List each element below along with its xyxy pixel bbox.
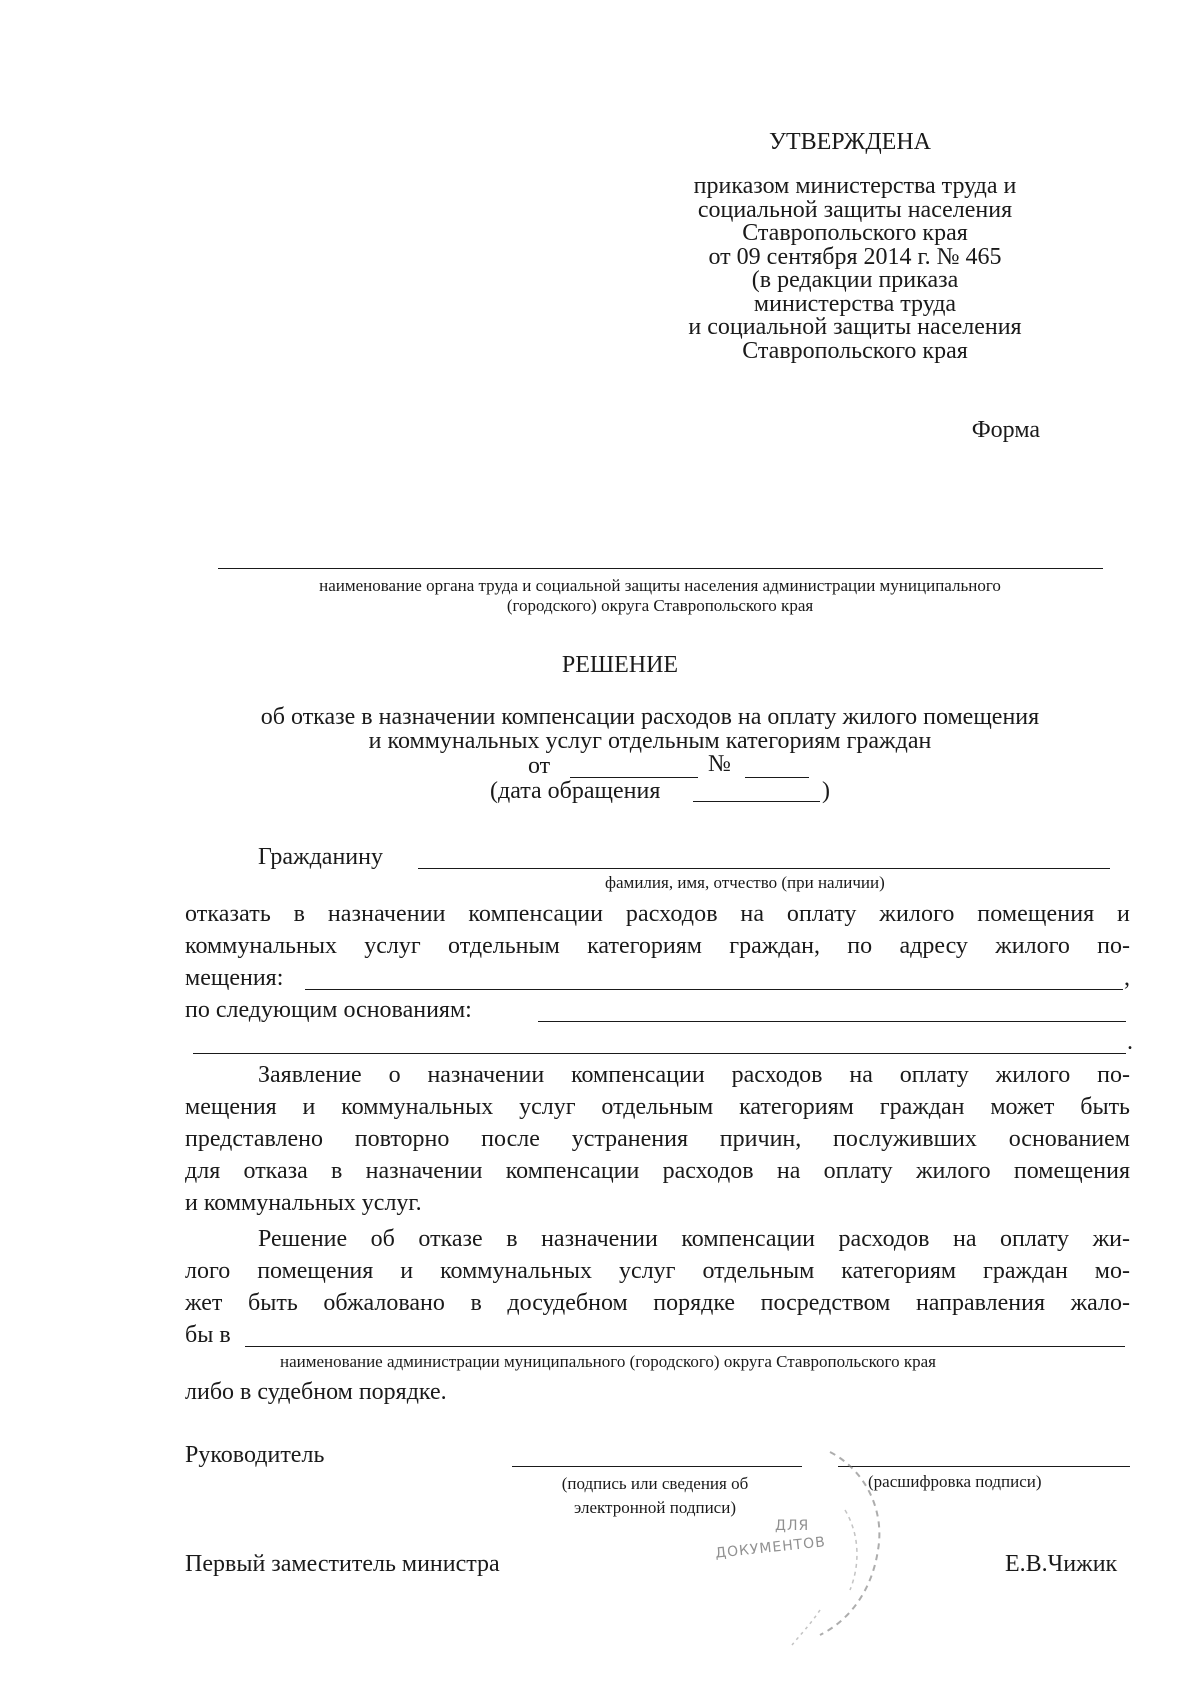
- approval-line: социальной защиты населения: [697, 196, 1013, 223]
- from-label: от: [528, 753, 551, 779]
- p1-line2: коммунальных услуг отдельным категориям граждан, по адресу жилого по-: [185, 933, 1130, 959]
- p2-line3: представлено повторно после устранения причин, послуживших основанием: [185, 1126, 1130, 1152]
- decode-caption: (расшифровка подписи): [868, 1472, 1042, 1491]
- p2-line5: и коммунальных услуг.: [185, 1190, 422, 1216]
- signature-caption-line2: электронной подписи): [574, 1498, 736, 1517]
- grounds-label: по следующим основаниям:: [185, 997, 472, 1023]
- signature-caption-line1: (подпись или сведения об: [561, 1474, 749, 1493]
- admin-caption: наименование администрации муниципального (городского) округа Ставропольского края: [280, 1352, 936, 1371]
- deputy-label: Первый заместитель министра: [185, 1551, 500, 1577]
- p1-line1: отказать в назначении компенсации расходов на оплату жилого помещения и: [185, 901, 1130, 927]
- decision-subtitle: [160, 705, 1140, 753]
- head-label: Руководитель: [185, 1442, 325, 1468]
- approval-line: и социальной защиты населения: [688, 314, 1022, 340]
- organ-caption-line1: наименование органа труда и социальной защиты населения администрации муниципального: [319, 576, 1001, 595]
- stamp-text-1: ДЛЯ: [775, 1518, 810, 1534]
- approval-line: министерства труда: [753, 290, 957, 317]
- grounds-line2: [193, 1053, 1126, 1054]
- approval-line: Ставропольского края: [742, 220, 968, 246]
- address-line: [305, 989, 1123, 990]
- form-label: Форма: [971, 417, 1040, 443]
- p1-line3-label: мещения:: [185, 965, 284, 991]
- number-label: №: [708, 751, 731, 777]
- address-comma: ,: [1124, 965, 1130, 991]
- p3-line1: Решение об отказе в назначении компенсации расходов на оплату жи-: [258, 1226, 1130, 1252]
- decision-title: РЕШЕНИЕ: [561, 652, 679, 678]
- approval-line: Ставропольского края: [742, 337, 968, 364]
- request-date-close: ): [822, 778, 830, 804]
- p3-line4-label: бы в: [185, 1322, 231, 1348]
- request-date-label: (дата обращения: [490, 778, 661, 804]
- organ-caption-line2: (городского) округа Ставропольского края: [506, 596, 814, 615]
- organ-caption: [190, 576, 1130, 616]
- decision-subtitle-line2: и коммунальных услуг отдельным категориям граждан: [368, 728, 932, 754]
- approval-title: УТВЕРЖДЕНА: [768, 129, 932, 155]
- citizen-caption: фамилия, имя, отчество (при наличии): [605, 873, 885, 892]
- deputy-name: Е.В.Чижик: [1005, 1551, 1118, 1577]
- request-date-line: [693, 801, 820, 802]
- approval-line: от 09 сентября 2014 г. № 465: [708, 243, 1002, 270]
- decision-number-line: [745, 777, 809, 778]
- p2-line4: для отказа в назначении компенсации расходов на оплату жилого помещения: [185, 1158, 1130, 1184]
- p3-line3: жет быть обжаловано в досудебном порядке посредством направления жало-: [185, 1290, 1130, 1316]
- admin-name-line: [245, 1346, 1125, 1347]
- approval-line: (в редакции приказа: [751, 267, 959, 293]
- grounds-line1: [538, 1021, 1126, 1022]
- court-line: либо в судебном порядке.: [185, 1379, 447, 1405]
- citizen-label: Гражданину: [258, 844, 383, 870]
- approval-block: [660, 175, 1050, 363]
- p2-line1: Заявление о назначении компенсации расходов на оплату жилого по-: [258, 1062, 1130, 1088]
- grounds-period: .: [1127, 1029, 1133, 1055]
- organ-name-line: [218, 568, 1103, 569]
- decision-subtitle-line1: об отказе в назначении компенсации расходов на оплату жилого помещения: [260, 704, 1040, 730]
- citizen-name-line: [418, 868, 1110, 869]
- p2-line2: мещения и коммунальных услуг отдельным категориям граждан может быть: [185, 1094, 1130, 1120]
- p3-line2: лого помещения и коммунальных услуг отдельным категориям граждан мо-: [185, 1258, 1130, 1284]
- stamp-text-2: ДОКУМЕНТОВ: [714, 1534, 827, 1562]
- approval-line: приказом министерства труда и: [693, 173, 1017, 199]
